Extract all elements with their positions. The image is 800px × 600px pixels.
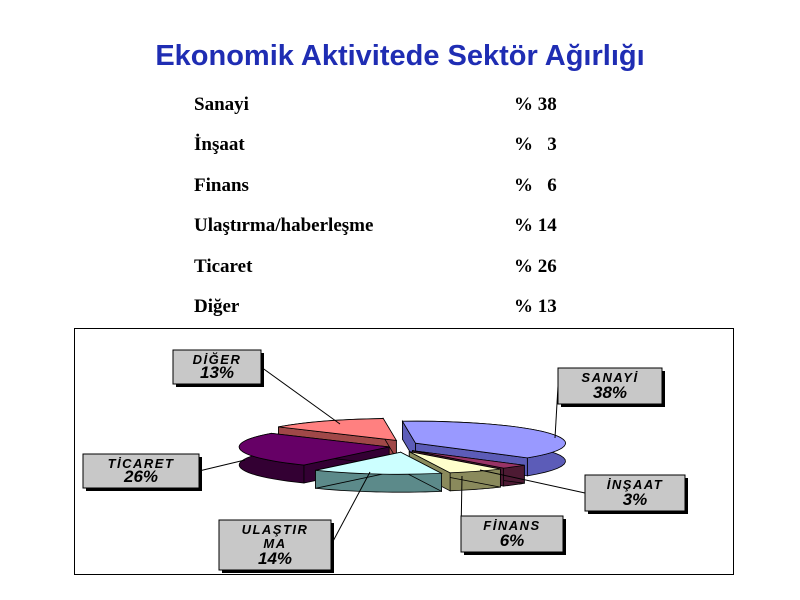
- label-percent: 38%: [592, 383, 628, 402]
- sector-name: Sanayi: [194, 94, 249, 115]
- sector-name: Finans: [194, 175, 249, 196]
- leader-line: [261, 367, 340, 424]
- label-name: MA: [263, 536, 287, 551]
- slice-label-ticaret: [83, 454, 202, 491]
- label-percent: 3%: [622, 490, 648, 509]
- sector-name: Diğer: [194, 296, 240, 317]
- slice-label-diger: [173, 350, 264, 387]
- sector-percent: % 13: [514, 296, 557, 317]
- leader-line: [199, 460, 245, 471]
- slice-label-sanayi: [558, 368, 665, 407]
- label-percent: 14%: [257, 549, 293, 568]
- label-percent: 26%: [123, 467, 159, 486]
- label-percent: 13%: [199, 363, 235, 382]
- pie-slices: [239, 419, 565, 493]
- label-name: FİNANS: [483, 518, 541, 533]
- sector-name: İnşaat: [194, 134, 245, 155]
- sector-percent: % 14: [514, 215, 557, 236]
- sector-percent: % 3: [514, 134, 557, 155]
- sector-name: Ticaret: [194, 256, 253, 277]
- sector-name: Ulaştırma/haberleşme: [194, 215, 374, 236]
- label-percent: 6%: [499, 531, 525, 550]
- sector-percent: % 6: [514, 175, 557, 196]
- label-name: DİĞER: [192, 352, 242, 367]
- sector-percent: % 26: [514, 256, 557, 277]
- slice-label-insaat: [585, 475, 688, 514]
- label-name: ULAŞTIR: [241, 522, 309, 537]
- sector-percent: % 38: [514, 94, 557, 115]
- slice-label-finans: [461, 516, 566, 555]
- label-name: SANAYİ: [581, 370, 639, 385]
- slide-title: Ekonomik Aktivitede Sektör Ağırlığı: [155, 40, 645, 72]
- label-name: TİCARET: [107, 456, 175, 471]
- slice-label-ulastirma: [219, 520, 334, 573]
- label-name: İNŞAAT: [606, 477, 664, 492]
